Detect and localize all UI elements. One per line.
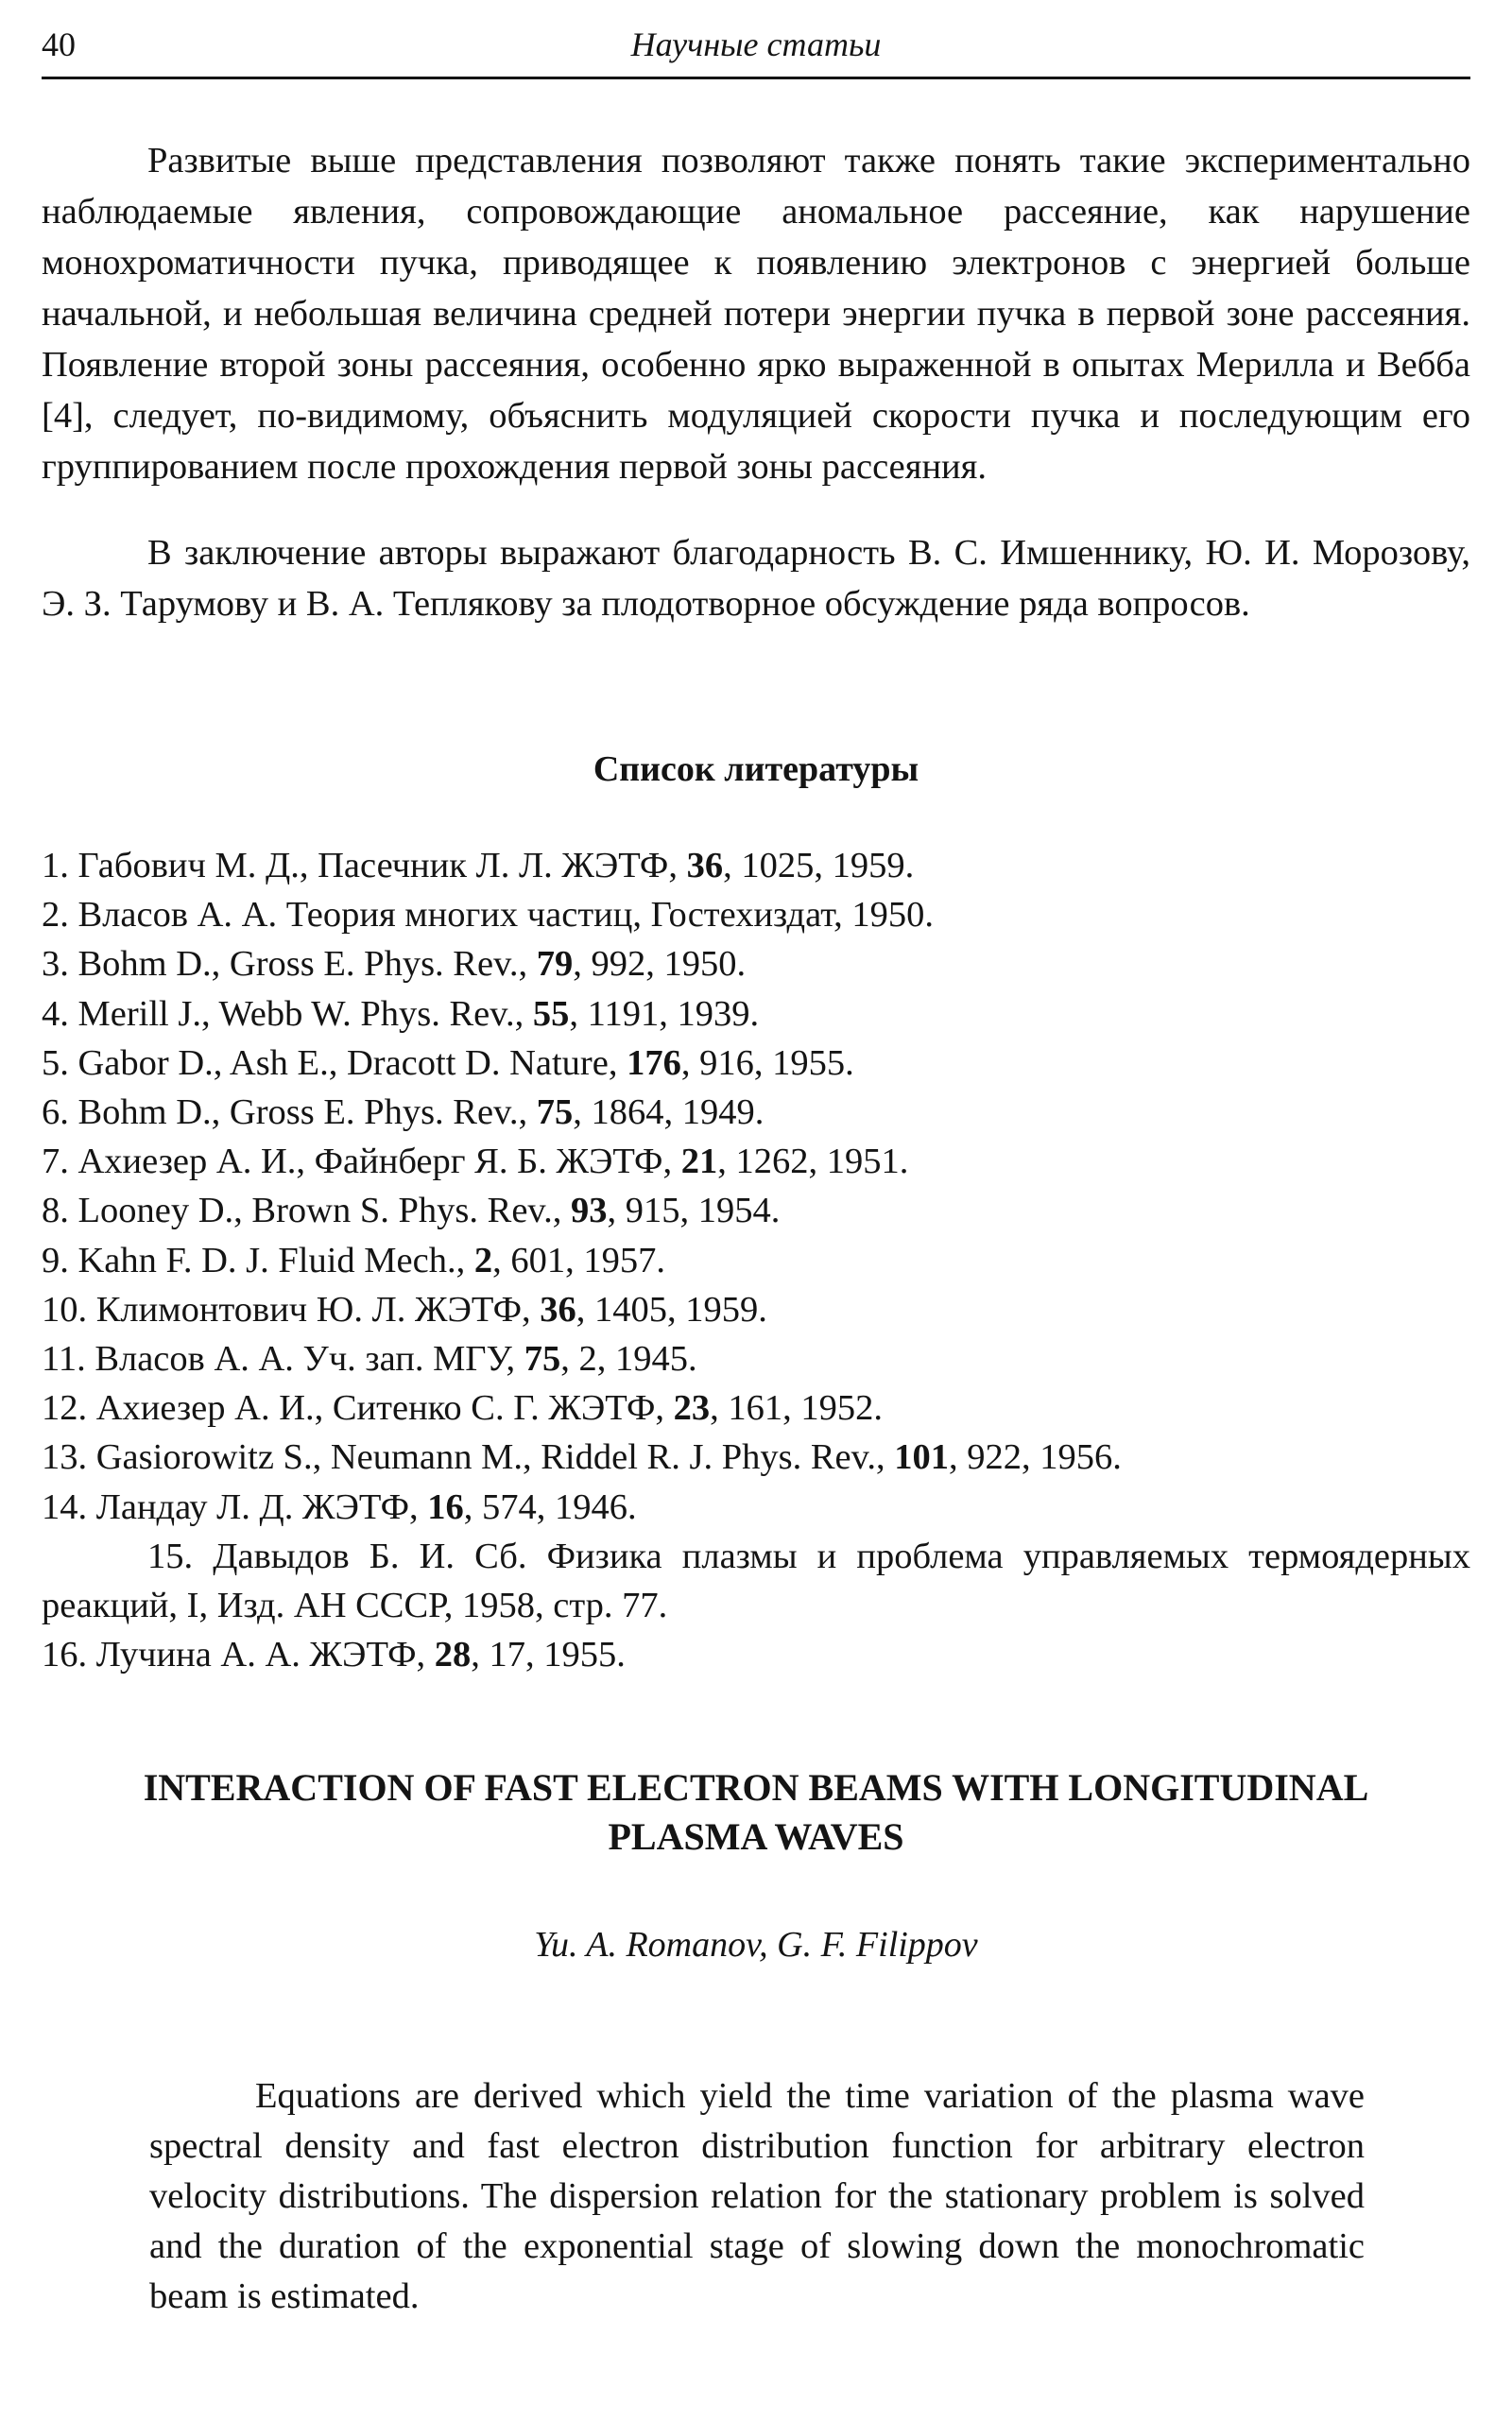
reference-pages-year: , 2, 1945. [560, 1339, 697, 1380]
reference-pages-year: , 574, 1946. [463, 1486, 637, 1527]
page [42, 0, 1470, 2422]
reference-volume: 79 [536, 944, 574, 985]
references-list [42, 841, 1470, 1679]
reference-number: 1. [42, 846, 69, 885]
reference-pages-year: , 17, 1955. [471, 1635, 626, 1675]
reference-volume: 21 [680, 1142, 718, 1182]
reference-volume: 2 [473, 1240, 493, 1280]
references-heading: Список литературы [593, 749, 919, 789]
reference-text: Климонтович Ю. Л. ЖЭТФ, [95, 1289, 541, 1330]
reference-number: 4. [42, 993, 69, 1034]
reference-text: Габович М. Д., Пасечник Л. Л. ЖЭТФ, [77, 846, 687, 885]
reference-text: Looney D., Brown S. Phys. Rev., [77, 1191, 572, 1231]
reference-text: Merill J., Webb W. Phys. Rev., [77, 993, 533, 1034]
reference-pages-year: , 916, 1955. [680, 1042, 854, 1083]
reference-number: 8. [42, 1191, 69, 1231]
reference-item [42, 1236, 1470, 1285]
reference-volume: 75 [524, 1339, 561, 1380]
reference-pages-year: , 1191, 1939. [569, 993, 760, 1034]
reference-text: Gasiorowitz S., Neumann M., Riddel R. J. Phys. Rev., [95, 1437, 895, 1478]
reference-volume: 36 [686, 846, 724, 885]
reference-text: Bohm D., Gross E. Phys. Rev., [77, 944, 537, 985]
reference-item [42, 841, 1470, 890]
english-title-line-1: INTERACTION OF FAST ELECTRON BEAMS WITH LONGITUDINAL [143, 1766, 1369, 1809]
reference-number: 10. [42, 1289, 88, 1330]
reference-number: 7. [42, 1142, 69, 1182]
reference-number: 12. [42, 1388, 88, 1429]
reference-volume: 101 [894, 1437, 949, 1478]
reference-item [42, 989, 1470, 1039]
reference-pages-year: , 1262, 1951. [717, 1142, 909, 1182]
reference-number: 3. [42, 944, 69, 985]
reference-number: 6. [42, 1092, 69, 1133]
running-head [42, 25, 1470, 74]
reference-volume: 16 [427, 1486, 464, 1527]
english-abstract-title [42, 1763, 1470, 1862]
reference-text: Власов А. А. Уч. зап. МГУ, [94, 1339, 524, 1380]
reference-pages-year: , 922, 1956. [948, 1437, 1122, 1478]
reference-item [42, 1285, 1470, 1334]
reference-text: Ландау Л. Д. ЖЭТФ, [95, 1486, 428, 1527]
reference-pages-year: , 1025, 1959. [723, 846, 915, 885]
reference-item [42, 890, 1470, 939]
reference-number: 14. [42, 1486, 88, 1527]
body-paragraph-acknowledgements: В заключение авторы выражают благодарность В. С. Имшеннику, Ю. И. Морозову, Э. З. Тарумову и В. А. Теплякову за плодотворное обсуждение ряда вопросов. [42, 533, 1470, 624]
reference-number: 9. [42, 1240, 69, 1280]
reference-text: Лучина А. А. ЖЭТФ, [95, 1635, 435, 1675]
reference-volume: 75 [536, 1092, 574, 1133]
reference-number: 13. [42, 1437, 88, 1478]
reference-text: Kahn F. D. J. Fluid Mech., [77, 1240, 474, 1280]
reference-pages-year: , 1864, 1949. [573, 1092, 765, 1133]
reference-item [42, 1630, 1470, 1679]
reference-item [42, 1186, 1470, 1235]
reference-number: 15. [147, 1536, 194, 1576]
reference-item [42, 1039, 1470, 1088]
english-title-line-2: PLASMA WAVES [608, 1815, 904, 1858]
reference-pages-year: , 992, 1950. [573, 944, 747, 985]
reference-item [42, 1532, 1470, 1630]
reference-text: Ахиезер А. И., Файнберг Я. Б. ЖЭТФ, [77, 1142, 681, 1182]
reference-item [42, 939, 1470, 988]
reference-text: Власов А. А. Теория многих частиц, Гостехиздат, 1950. [77, 895, 935, 936]
reference-item [42, 1483, 1470, 1532]
reference-text: Ахиезер А. И., Ситенко С. Г. ЖЭТФ, [95, 1388, 674, 1429]
reference-volume: 36 [540, 1289, 576, 1330]
reference-volume: 176 [627, 1042, 681, 1083]
reference-text: Bohm D., Gross E. Phys. Rev., [77, 1092, 537, 1133]
english-abstract-text: Equations are derived which yield the time variation of the plasma wave spectral density and fast electron distribution function for arbitrary electron velocity distributions. The dispersion relation for the stationary problem is solved and the duration of the exponential stage of slowing down the monochromatic beam is estimated. [149, 2076, 1365, 2316]
body-paragraph-conclusions: Развитые выше представления позволяют также понять такие экспериментально наблюдаемые явления, сопровождающие аномальное рассеяние, как нарушение монохроматичности пучка, приводящее к появлению электронов с энергией больше начальной, и небольшая величина средней потери энергии пучка в первой зоне рассеяния. Появление второй зоны рассеяния, особенно ярко выраженной в опытах Мерилла и Вебба [4], следует, по-видимому, объяснить модуляцией скорости пучка и последующим его группированием после прохождения первой зоны рассеяния. [42, 141, 1470, 487]
reference-item [42, 1137, 1470, 1186]
reference-number: 16. [42, 1635, 88, 1675]
reference-number: 2. [42, 895, 69, 936]
reference-volume: 55 [532, 993, 570, 1034]
reference-item [42, 1088, 1470, 1137]
reference-item [42, 1334, 1470, 1383]
reference-number: 5. [42, 1042, 69, 1083]
reference-volume: 28 [434, 1635, 472, 1675]
reference-item [42, 1433, 1470, 1482]
page-number: 40 [42, 26, 76, 63]
reference-pages-year: , 1405, 1959. [576, 1289, 767, 1330]
reference-pages-year: , 915, 1954. [607, 1191, 781, 1231]
reference-pages-year: , 161, 1952. [710, 1388, 884, 1429]
reference-volume: 23 [673, 1388, 711, 1429]
section-title: Научные статьи [630, 26, 882, 63]
reference-text: Gabor D., Ash E., Dracott D. Nature, [77, 1042, 627, 1083]
reference-item [42, 1383, 1470, 1433]
reference-pages-year: , 601, 1957. [492, 1240, 665, 1280]
header-rule [42, 77, 1470, 79]
reference-text: Давыдов Б. И. Сб. Физика плазмы и проблема управляемых термоядерных реакций, I, Изд. АН СССР, 1958, стр. 77. [42, 1536, 1470, 1626]
reference-volume: 93 [571, 1191, 608, 1231]
english-abstract-authors: Yu. A. Romanov, G. F. Filippov [534, 1925, 978, 1965]
reference-number: 11. [42, 1339, 86, 1380]
